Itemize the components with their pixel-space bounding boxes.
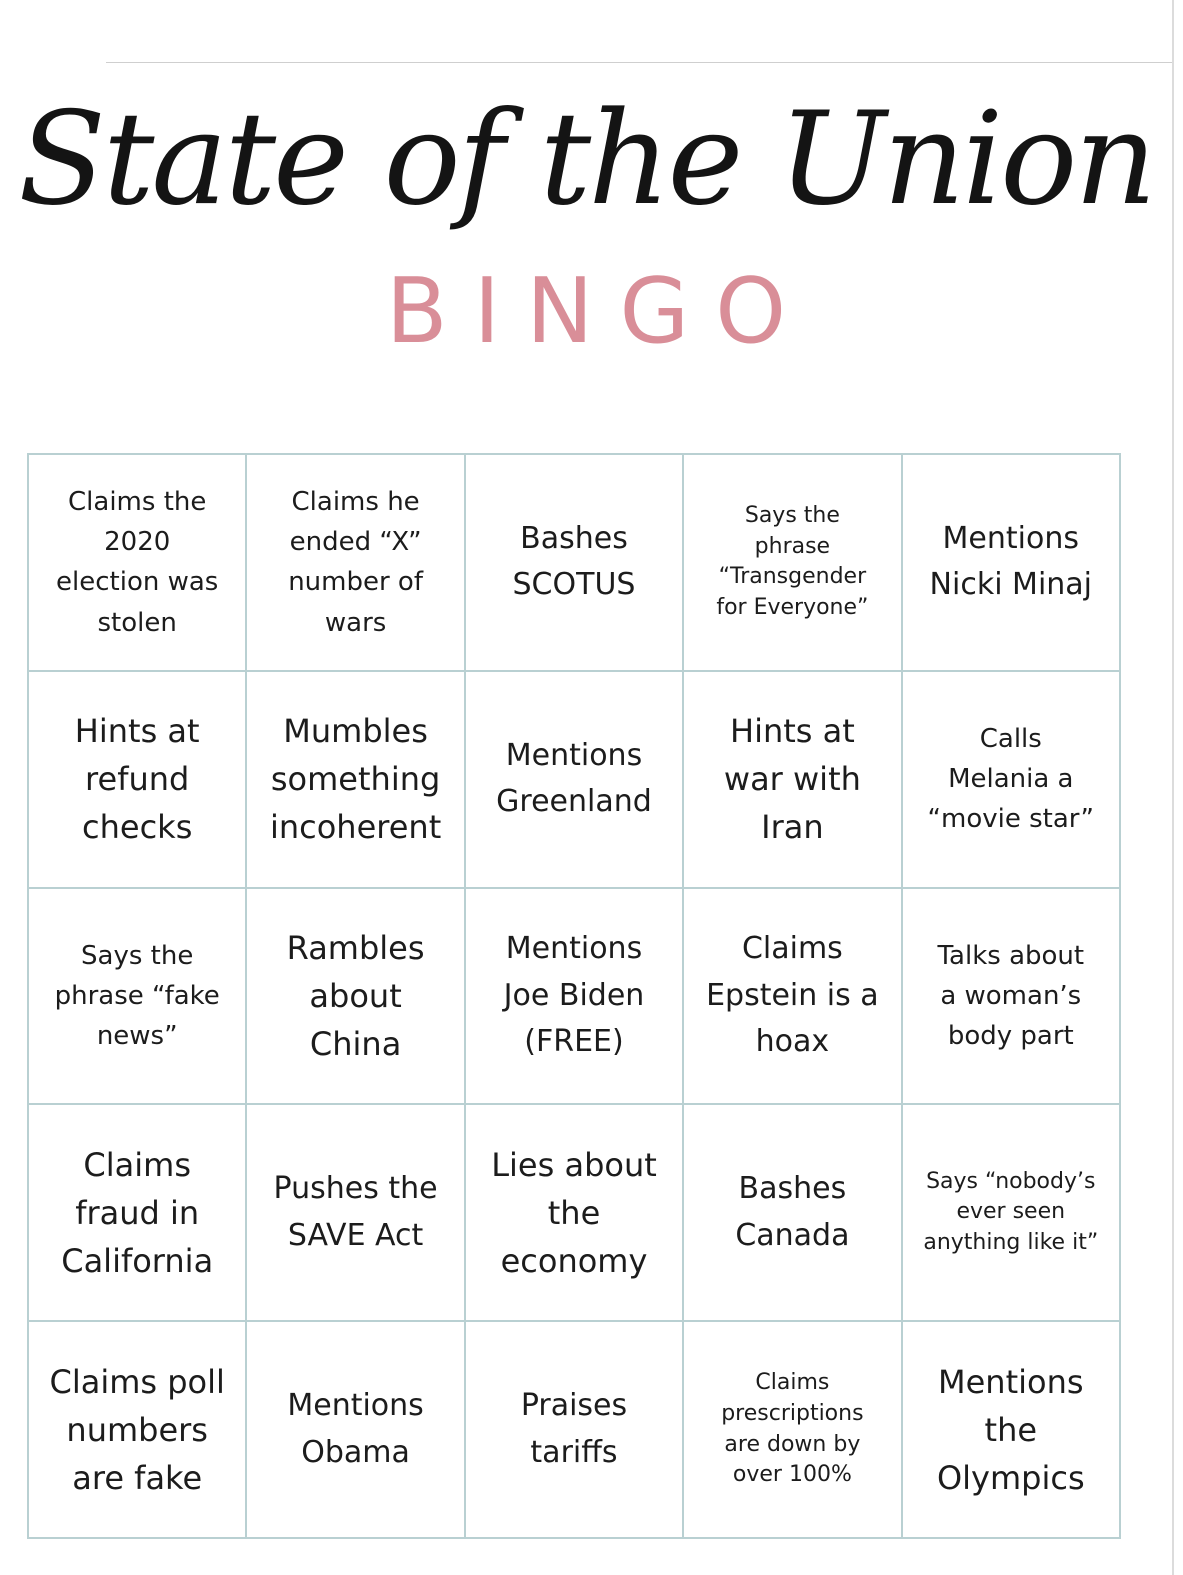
bingo-cell[interactable]	[466, 889, 684, 1106]
bingo-card	[27, 453, 1121, 1539]
bingo-cell[interactable]	[684, 1322, 902, 1539]
bingo-cell[interactable]	[903, 672, 1121, 889]
page-edge	[1172, 0, 1174, 1575]
bingo-cell-text: Says the phrase “Transgender for Everyone”	[716, 502, 869, 621]
bingo-cell[interactable]	[466, 1105, 684, 1322]
bingo-cell-text: Claims he ended “X” number of wars	[288, 486, 423, 638]
bingo-cell-text: Lies about the economy	[491, 1145, 657, 1280]
bingo-cell-text: Claims poll numbers are fake	[49, 1362, 225, 1497]
bingo-cell-text: Praises tariffs	[520, 1388, 628, 1470]
bingo-cell[interactable]	[247, 455, 465, 672]
bingo-cell[interactable]	[903, 1322, 1121, 1539]
bingo-cell-text: Claims fraud in California	[61, 1145, 214, 1280]
bingo-cell-text: Hints at war with Iran	[723, 712, 861, 847]
bingo-cell[interactable]	[684, 672, 902, 889]
bingo-cell-text: Mentions Obama	[287, 1388, 424, 1470]
bingo-cell[interactable]	[466, 455, 684, 672]
bingo-cell[interactable]	[903, 455, 1121, 672]
bingo-cell[interactable]	[684, 1105, 902, 1322]
bingo-cell-text: Rambles about China	[286, 928, 425, 1063]
bingo-cell-text: Mentions Greenland	[496, 737, 652, 820]
bingo-cell[interactable]	[466, 672, 684, 889]
bingo-cell-text: Calls Melania a “movie star”	[927, 723, 1095, 835]
bingo-cell[interactable]	[684, 889, 902, 1106]
page-title: State of the Union	[18, 85, 1154, 234]
bingo-cell-text: Claims prescriptions are down by over 100%	[721, 1370, 864, 1488]
bingo-cell-text: Bashes Canada	[735, 1171, 850, 1253]
bingo-cell[interactable]	[247, 1105, 465, 1322]
bingo-cell[interactable]	[29, 672, 247, 889]
bingo-cell-text: Hints at refund checks	[74, 712, 200, 847]
bingo-cell-text: Talks about a woman’s body part	[937, 940, 1085, 1052]
bingo-cell-text: Mentions Joe Biden (FREE)	[503, 931, 645, 1060]
bingo-cell-text: Mentions the Olympics	[936, 1362, 1085, 1497]
bingo-cell-text: Bashes SCOTUS	[512, 520, 636, 603]
bingo-cell[interactable]	[247, 1322, 465, 1539]
bingo-cell[interactable]	[247, 672, 465, 889]
bingo-cell[interactable]	[466, 1322, 684, 1539]
bingo-cell[interactable]	[247, 889, 465, 1106]
bingo-heading: BINGO	[385, 259, 813, 364]
bingo-cell[interactable]	[684, 455, 902, 672]
bingo-cell-text: Claims Epstein is a hoax	[706, 931, 879, 1060]
bingo-cell-text: Mumbles something incoherent	[269, 712, 442, 847]
bingo-cell-text: Says “nobody’s ever seen anything like it”	[923, 1168, 1099, 1256]
bingo-cell[interactable]	[29, 455, 247, 672]
bingo-cell[interactable]	[29, 1105, 247, 1322]
bingo-cell[interactable]	[29, 1322, 247, 1539]
bingo-cell-text: Pushes the SAVE Act	[273, 1171, 438, 1253]
bingo-cell-text: Claims the 2020 election was stolen	[56, 486, 219, 638]
bingo-cell-text: Says the phrase “fake news”	[54, 940, 220, 1052]
bingo-cell[interactable]	[903, 1105, 1121, 1322]
bingo-cell[interactable]	[903, 889, 1121, 1106]
bingo-cell-text: Mentions Nicki Minaj	[929, 520, 1093, 603]
bingo-cell[interactable]	[29, 889, 247, 1106]
